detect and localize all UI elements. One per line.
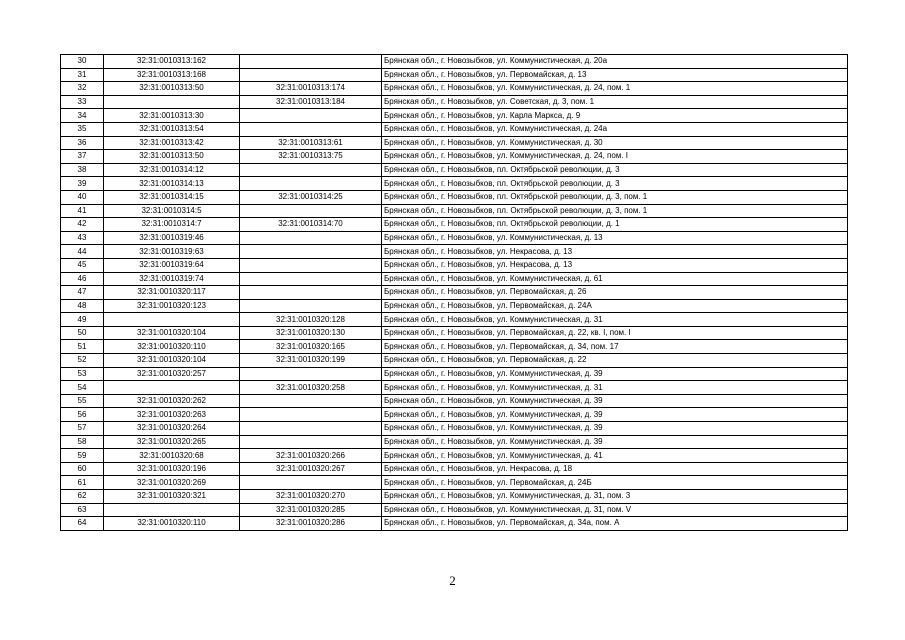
address-cell: Брянская обл., г. Новозыбков, ул. Коммунистическая, д. 31, пом. V — [382, 503, 848, 517]
address-cell: Брянская обл., г. Новозыбков, ул. Коммунистическая, д. 39 — [382, 422, 848, 436]
address-cell: Брянская обл., г. Новозыбков, ул. Первомайская, д. 34а, пом. А — [382, 517, 848, 531]
row-number-cell: 58 — [61, 435, 104, 449]
object-cadastral-number-cell — [240, 258, 382, 272]
object-cadastral-number-cell: 32:31:0010313:61 — [240, 136, 382, 150]
object-cadastral-number-cell: 32:31:0010320:165 — [240, 340, 382, 354]
parcel-cadastral-number-cell: 32:31:0010320:269 — [104, 476, 240, 490]
address-cell: Брянская обл., г. Новозыбков, пл. Октябрьской революции, д. 3, пом. 1 — [382, 204, 848, 218]
row-number-cell: 51 — [61, 340, 104, 354]
object-cadastral-number-cell — [240, 272, 382, 286]
address-cell: Брянская обл., г. Новозыбков, ул. Коммунистическая, д. 31, пом. 3 — [382, 490, 848, 504]
table-row — [61, 272, 848, 286]
row-number-cell: 62 — [61, 490, 104, 504]
object-cadastral-number-cell: 32:31:0010320:128 — [240, 313, 382, 327]
table-row — [61, 231, 848, 245]
address-cell: Брянская обл., г. Новозыбков, ул. Первомайская, д. 13 — [382, 68, 848, 82]
object-cadastral-number-cell — [240, 204, 382, 218]
address-cell: Брянская обл., г. Новозыбков, ул. Первомайская, д. 22 — [382, 354, 848, 368]
parcel-cadastral-number-cell: 32:31:0010313:42 — [104, 136, 240, 150]
row-number-cell: 50 — [61, 326, 104, 340]
row-number-cell: 61 — [61, 476, 104, 490]
address-cell: Брянская обл., г. Новозыбков, пл. Октябрьской революции, д. 1 — [382, 218, 848, 232]
table-row — [61, 136, 848, 150]
row-number-cell: 54 — [61, 381, 104, 395]
object-cadastral-number-cell — [240, 122, 382, 136]
object-cadastral-number-cell — [240, 55, 382, 69]
address-cell: Брянская обл., г. Новозыбков, ул. Коммунистическая, д. 31 — [382, 381, 848, 395]
object-cadastral-number-cell: 32:31:0010313:184 — [240, 95, 382, 109]
object-cadastral-number-cell: 32:31:0010313:75 — [240, 150, 382, 164]
table-row — [61, 449, 848, 463]
object-cadastral-number-cell — [240, 408, 382, 422]
object-cadastral-number-cell — [240, 422, 382, 436]
parcel-cadastral-number-cell: 32:31:0010313:30 — [104, 109, 240, 123]
parcel-cadastral-number-cell: 32:31:0010313:50 — [104, 150, 240, 164]
table-row — [61, 122, 848, 136]
row-number-cell: 46 — [61, 272, 104, 286]
parcel-cadastral-number-cell: 32:31:0010314:5 — [104, 204, 240, 218]
object-cadastral-number-cell — [240, 245, 382, 259]
object-cadastral-number-cell: 32:31:0010314:70 — [240, 218, 382, 232]
address-cell: Брянская обл., г. Новозыбков, ул. Коммунистическая, д. 30 — [382, 136, 848, 150]
table-row — [61, 476, 848, 490]
parcel-cadastral-number-cell: 32:31:0010320:110 — [104, 517, 240, 531]
parcel-cadastral-number-cell: 32:31:0010319:46 — [104, 231, 240, 245]
table-row — [61, 55, 848, 69]
row-number-cell: 30 — [61, 55, 104, 69]
page-number: 2 — [449, 573, 456, 588]
parcel-cadastral-number-cell: 32:31:0010320:123 — [104, 299, 240, 313]
table-row — [61, 340, 848, 354]
address-cell: Брянская обл., г. Новозыбков, ул. Коммунистическая, д. 41 — [382, 449, 848, 463]
table-row — [61, 95, 848, 109]
object-cadastral-number-cell — [240, 286, 382, 300]
parcel-cadastral-number-cell: 32:31:0010320:263 — [104, 408, 240, 422]
address-cell: Брянская обл., г. Новозыбков, ул. Коммунистическая, д. 20а — [382, 55, 848, 69]
table-row — [61, 394, 848, 408]
address-cell: Брянская обл., г. Новозыбков, ул. Коммунистическая, д. 39 — [382, 367, 848, 381]
table-row — [61, 82, 848, 96]
parcel-cadastral-number-cell: 32:31:0010313:162 — [104, 55, 240, 69]
table-row — [61, 354, 848, 368]
address-cell: Брянская обл., г. Новозыбков, ул. Некрасова, д. 18 — [382, 462, 848, 476]
row-number-cell: 56 — [61, 408, 104, 422]
table-row — [61, 299, 848, 313]
table-row — [61, 68, 848, 82]
object-cadastral-number-cell — [240, 394, 382, 408]
table-row — [61, 190, 848, 204]
address-cell: Брянская обл., г. Новозыбков, ул. Коммунистическая, д. 39 — [382, 408, 848, 422]
row-number-cell: 40 — [61, 190, 104, 204]
address-cell: Брянская обл., г. Новозыбков, ул. Первомайская, д. 22, кв. I, пом. I — [382, 326, 848, 340]
parcel-cadastral-number-cell: 32:31:0010320:110 — [104, 340, 240, 354]
row-number-cell: 48 — [61, 299, 104, 313]
address-cell: Брянская обл., г. Новозыбков, ул. Первомайская, д. 24Б — [382, 476, 848, 490]
row-number-cell: 53 — [61, 367, 104, 381]
address-cell: Брянская обл., г. Новозыбков, ул. Советская, д. 3, пом. 1 — [382, 95, 848, 109]
object-cadastral-number-cell — [240, 68, 382, 82]
table-row — [61, 408, 848, 422]
row-number-cell: 45 — [61, 258, 104, 272]
row-number-cell: 49 — [61, 313, 104, 327]
table-row — [61, 177, 848, 191]
address-cell: Брянская обл., г. Новозыбков, ул. Первомайская, д. 34, пом. 17 — [382, 340, 848, 354]
table-row — [61, 326, 848, 340]
object-cadastral-number-cell: 32:31:0010320:266 — [240, 449, 382, 463]
object-cadastral-number-cell: 32:31:0010320:270 — [240, 490, 382, 504]
table-row — [61, 517, 848, 531]
row-number-cell: 63 — [61, 503, 104, 517]
table-row — [61, 422, 848, 436]
address-cell: Брянская обл., г. Новозыбков, ул. Первомайская, д. 24А — [382, 299, 848, 313]
parcel-cadastral-number-cell — [104, 503, 240, 517]
object-cadastral-number-cell: 32:31:0010320:285 — [240, 503, 382, 517]
parcel-cadastral-number-cell: 32:31:0010320:262 — [104, 394, 240, 408]
object-cadastral-number-cell — [240, 231, 382, 245]
table-row — [61, 258, 848, 272]
object-cadastral-number-cell — [240, 109, 382, 123]
object-cadastral-number-cell — [240, 367, 382, 381]
table-row — [61, 381, 848, 395]
address-cell: Брянская обл., г. Новозыбков, ул. Некрасова, д. 13 — [382, 258, 848, 272]
row-number-cell: 43 — [61, 231, 104, 245]
row-number-cell: 55 — [61, 394, 104, 408]
parcel-cadastral-number-cell: 32:31:0010313:168 — [104, 68, 240, 82]
row-number-cell: 41 — [61, 204, 104, 218]
object-cadastral-number-cell — [240, 476, 382, 490]
row-number-cell: 47 — [61, 286, 104, 300]
address-cell: Брянская обл., г. Новозыбков, ул. Первомайская, д. 26 — [382, 286, 848, 300]
table-row — [61, 462, 848, 476]
row-number-cell: 38 — [61, 163, 104, 177]
object-cadastral-number-cell — [240, 177, 382, 191]
row-number-cell: 52 — [61, 354, 104, 368]
parcel-cadastral-number-cell: 32:31:0010320:104 — [104, 354, 240, 368]
object-cadastral-number-cell: 32:31:0010314:25 — [240, 190, 382, 204]
row-number-cell: 37 — [61, 150, 104, 164]
parcel-cadastral-number-cell: 32:31:0010314:12 — [104, 163, 240, 177]
row-number-cell: 64 — [61, 517, 104, 531]
row-number-cell: 35 — [61, 122, 104, 136]
parcel-cadastral-number-cell: 32:31:0010319:64 — [104, 258, 240, 272]
address-cell: Брянская обл., г. Новозыбков, ул. Коммунистическая, д. 61 — [382, 272, 848, 286]
table-row — [61, 163, 848, 177]
parcel-cadastral-number-cell: 32:31:0010320:117 — [104, 286, 240, 300]
parcel-cadastral-number-cell — [104, 381, 240, 395]
row-number-cell: 44 — [61, 245, 104, 259]
table-row — [61, 245, 848, 259]
parcel-cadastral-number-cell: 32:31:0010314:7 — [104, 218, 240, 232]
address-cell: Брянская обл., г. Новозыбков, ул. Коммунистическая, д. 39 — [382, 435, 848, 449]
parcel-cadastral-number-cell: 32:31:0010313:54 — [104, 122, 240, 136]
table-row — [61, 218, 848, 232]
parcel-cadastral-number-cell: 32:31:0010320:104 — [104, 326, 240, 340]
parcel-cadastral-number-cell: 32:31:0010320:68 — [104, 449, 240, 463]
address-cell: Брянская обл., г. Новозыбков, ул. Некрасова, д. 13 — [382, 245, 848, 259]
row-number-cell: 32 — [61, 82, 104, 96]
row-number-cell: 42 — [61, 218, 104, 232]
row-number-cell: 57 — [61, 422, 104, 436]
parcel-cadastral-number-cell — [104, 313, 240, 327]
address-cell: Брянская обл., г. Новозыбков, пл. Октябрьской революции, д. 3 — [382, 177, 848, 191]
row-number-cell: 39 — [61, 177, 104, 191]
address-cell: Брянская обл., г. Новозыбков, пл. Октябрьской революции, д. 3 — [382, 163, 848, 177]
object-cadastral-number-cell: 32:31:0010313:174 — [240, 82, 382, 96]
table-row — [61, 109, 848, 123]
parcel-cadastral-number-cell: 32:31:0010320:257 — [104, 367, 240, 381]
parcel-cadastral-number-cell: 32:31:0010320:264 — [104, 422, 240, 436]
table-row — [61, 503, 848, 517]
address-cell: Брянская обл., г. Новозыбков, ул. Коммунистическая, д. 24а — [382, 122, 848, 136]
row-number-cell: 60 — [61, 462, 104, 476]
cadastral-table — [60, 54, 848, 531]
table-row — [61, 490, 848, 504]
parcel-cadastral-number-cell: 32:31:0010320:321 — [104, 490, 240, 504]
parcel-cadastral-number-cell: 32:31:0010320:196 — [104, 462, 240, 476]
address-cell: Брянская обл., г. Новозыбков, ул. Коммунистическая, д. 39 — [382, 394, 848, 408]
parcel-cadastral-number-cell: 32:31:0010320:265 — [104, 435, 240, 449]
object-cadastral-number-cell: 32:31:0010320:267 — [240, 462, 382, 476]
address-cell: Брянская обл., г. Новозыбков, ул. Коммунистическая, д. 31 — [382, 313, 848, 327]
parcel-cadastral-number-cell: 32:31:0010319:74 — [104, 272, 240, 286]
table-row — [61, 286, 848, 300]
table-body — [61, 55, 848, 531]
row-number-cell: 34 — [61, 109, 104, 123]
row-number-cell: 31 — [61, 68, 104, 82]
object-cadastral-number-cell: 32:31:0010320:199 — [240, 354, 382, 368]
object-cadastral-number-cell: 32:31:0010320:286 — [240, 517, 382, 531]
parcel-cadastral-number-cell: 32:31:0010319:63 — [104, 245, 240, 259]
object-cadastral-number-cell — [240, 299, 382, 313]
row-number-cell: 59 — [61, 449, 104, 463]
object-cadastral-number-cell — [240, 435, 382, 449]
address-cell: Брянская обл., г. Новозыбков, ул. Карла Маркса, д. 9 — [382, 109, 848, 123]
address-cell: Брянская обл., г. Новозыбков, ул. Коммунистическая, д. 24, пом. 1 — [382, 82, 848, 96]
parcel-cadastral-number-cell: 32:31:0010314:15 — [104, 190, 240, 204]
object-cadastral-number-cell: 32:31:0010320:130 — [240, 326, 382, 340]
object-cadastral-number-cell — [240, 163, 382, 177]
table-row — [61, 204, 848, 218]
parcel-cadastral-number-cell — [104, 95, 240, 109]
address-cell: Брянская обл., г. Новозыбков, пл. Октябрьской революции, д. 3, пом. 1 — [382, 190, 848, 204]
parcel-cadastral-number-cell: 32:31:0010313:50 — [104, 82, 240, 96]
parcel-cadastral-number-cell: 32:31:0010314:13 — [104, 177, 240, 191]
table-row — [61, 150, 848, 164]
table-row — [61, 313, 848, 327]
row-number-cell: 33 — [61, 95, 104, 109]
object-cadastral-number-cell: 32:31:0010320:258 — [240, 381, 382, 395]
table-row — [61, 367, 848, 381]
address-cell: Брянская обл., г. Новозыбков, ул. Коммунистическая, д. 24, пом. I — [382, 150, 848, 164]
row-number-cell: 36 — [61, 136, 104, 150]
address-cell: Брянская обл., г. Новозыбков, ул. Коммунистическая, д. 13 — [382, 231, 848, 245]
table-row — [61, 435, 848, 449]
